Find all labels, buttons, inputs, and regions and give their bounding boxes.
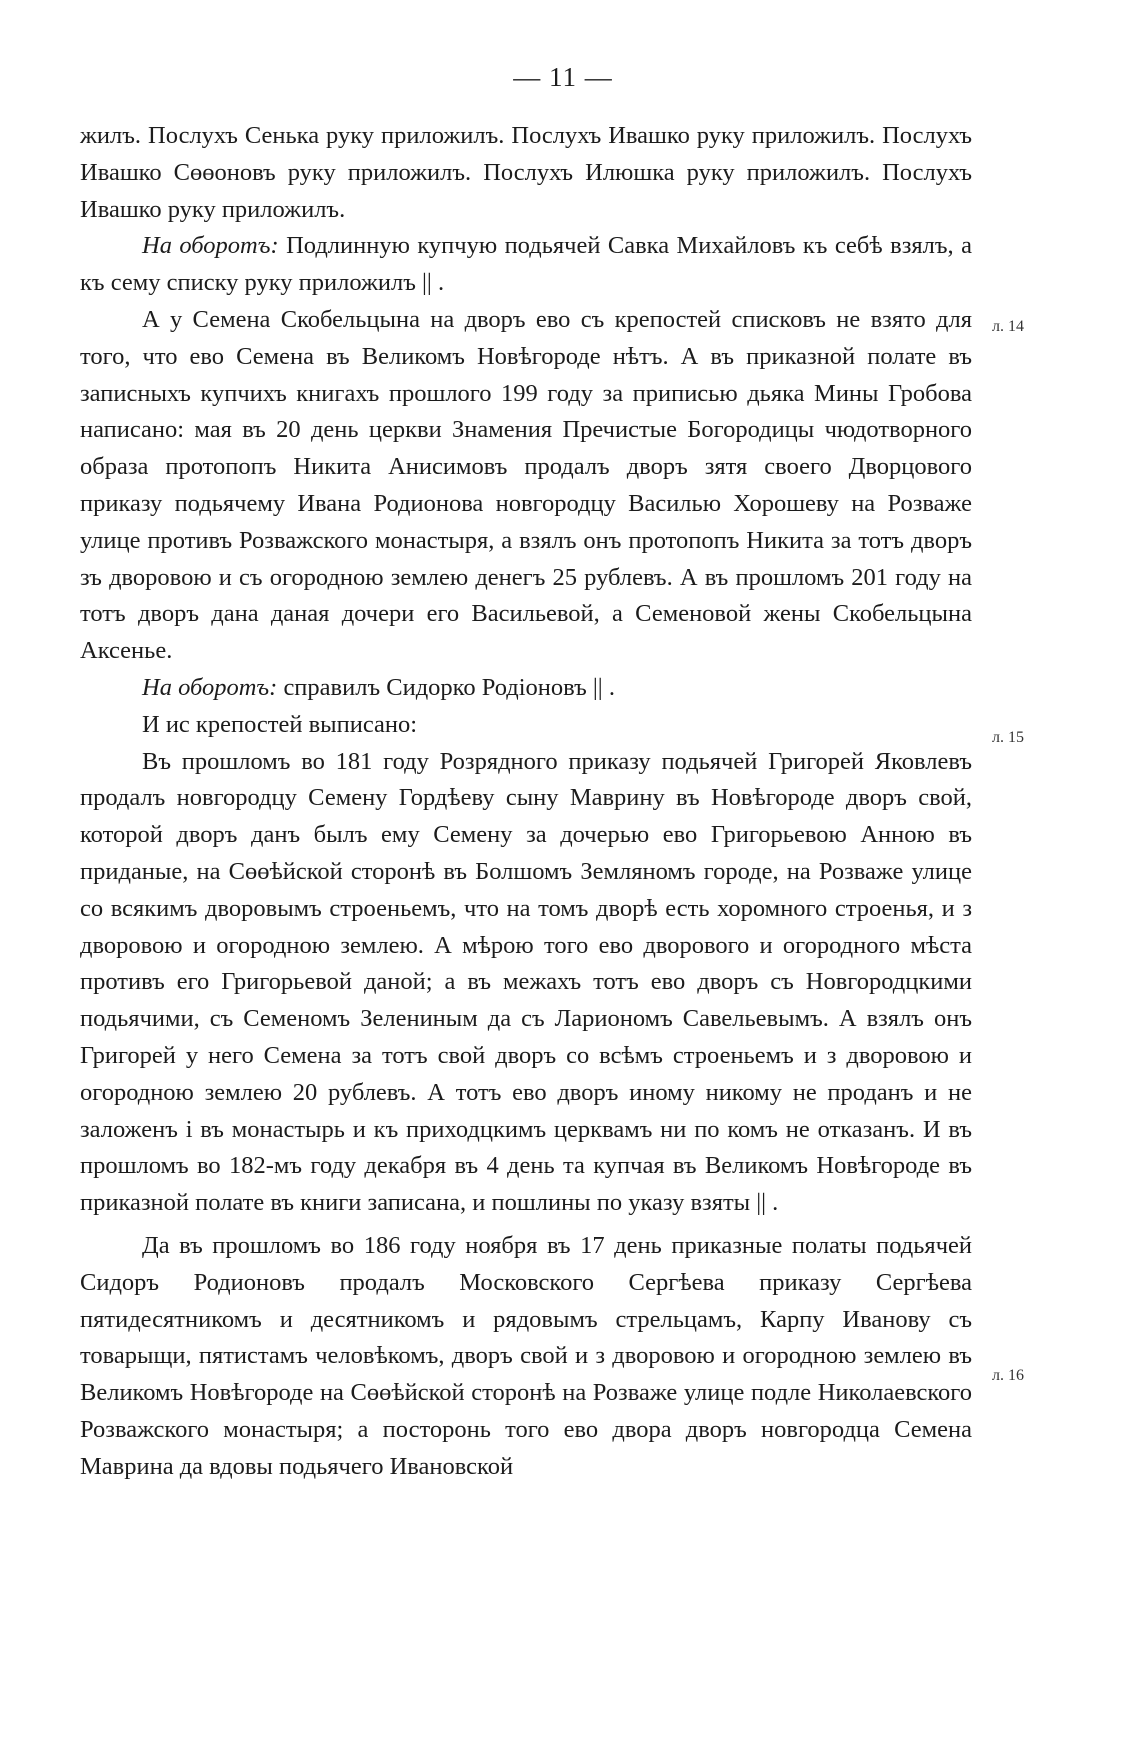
margin-note-folio: л. 16	[992, 1367, 1024, 1384]
paragraph-text: жилъ. Послухъ Сенька руку приложилъ. Послухъ Ивашко руку приложилъ. Послухъ Ивашко Сөөоновъ руку приложилъ. Послухъ Илюшка руку приложилъ. Послухъ Ивашко руку приложилъ.	[80, 122, 972, 223]
paragraph	[80, 228, 972, 302]
paragraph	[80, 670, 972, 707]
paragraph	[80, 1228, 972, 1486]
paragraph-italic-lead: На оборотъ:	[142, 232, 279, 260]
paragraph	[80, 707, 972, 744]
margin-note-folio: л. 15	[992, 729, 1024, 746]
paragraph	[80, 744, 972, 1222]
paragraph-text: А у Семена Скобельцына на дворъ ево съ крепостей списковъ не взято для того, что ево Семена въ Великомъ Новѣгороде нѣтъ. А въ приказной полате въ записныхъ купчихъ книгахъ прошлого 199 году за приписью дьяка Мины Гробова написано: мая въ 20 день церкви Знамения Пречистые Богородицы чюдотворного образа протопопъ Никита Анисимовъ продалъ дворъ зятя своего Дворцового приказу подьячему Ивана Родионова новгородцу Василью Хорошеву на Розваже улице противъ Розважского монастыря, а взялъ онъ протопопъ Никита за тотъ дворъ зъ дворовою и съ огородною землею денегъ 25 рублевъ. А въ прошломъ 201 году на тотъ дворъ дана даная дочери его Васильевой, а Семеновой жены Скобельцына Аксенье.	[80, 305, 972, 665]
paragraph-text: Въ прошломъ во 181 году Розрядного приказу подьячей Григорей Яковлевъ продалъ новгородцу Семену Гордѣеву сыну Маврину въ Новѣгороде дворъ свой, которой дворъ данъ былъ ему Семену за дочерью ево Григорьевою Анною въ приданые, на Сөөѣйской сторонѣ въ Болшомъ Земляномъ городе, на Розваже улице со всякимъ дворовымъ строеньемъ, что на томъ дворѣ есть хоромного строенья, и з дворовою и огородною землею. А мѣрою того ево дворового и огородного мѣста противъ его Григорьевой даной; а въ межахъ тотъ ево дворъ съ Новгородцкими подьячими, съ Семеномъ Зелениным да съ Лариономъ Савельевымъ. А взялъ онъ Григорей у него Семена за тотъ свой дворъ со всѣмъ строеньемъ и з дворовою и огородною землею 20 рублевъ. А тотъ ево дворъ иному никому не проданъ и не заложенъ і въ монастырь и къ приходцкимъ церквамъ ни по комъ не отказанъ. И въ прошломъ во 182-мъ году декабря въ 4 день та купчая въ Великомъ Новѣгороде въ приказной полате въ книги записана, и пошлины по указу взяты || .	[80, 747, 972, 1217]
paragraph-text: И ис крепостей выписано:	[142, 710, 418, 738]
margin-note-folio: л. 14	[992, 318, 1024, 335]
paragraph	[80, 302, 972, 670]
paragraph-text: Да въ прошломъ во 186 году ноября въ 17 день приказные полаты подьячей Сидоръ Родионовъ продалъ Московского Сергѣева приказу Сергѣева пятидесятникомъ и десятникомъ и рядовымъ стрельцамъ, Карпу Иванову съ товарыщи, пятистамъ человѣкомъ, дворъ свой и з дворовою и огородною землею въ Великомъ Новѣгороде на Сөөѣйской сторонѣ на Розваже улице подле Николаевского Розважского монастыря; а посторонь того ево двора дворъ новгородца Семена Маврина да вдовы подьячего Ивановской	[80, 1231, 972, 1480]
paragraph	[80, 118, 972, 228]
page-number: — 11 —	[513, 62, 613, 92]
paragraph-text: Подлинную купчую подьячей Савка Михайловъ къ себѣ взялъ, а къ сему списку руку приложилъ || .	[80, 232, 972, 297]
paragraph-italic-lead: На оборотъ:	[142, 673, 278, 701]
paragraph-text: справилъ Сидорко Родіоновъ || .	[277, 673, 615, 701]
text-body	[80, 118, 972, 1485]
